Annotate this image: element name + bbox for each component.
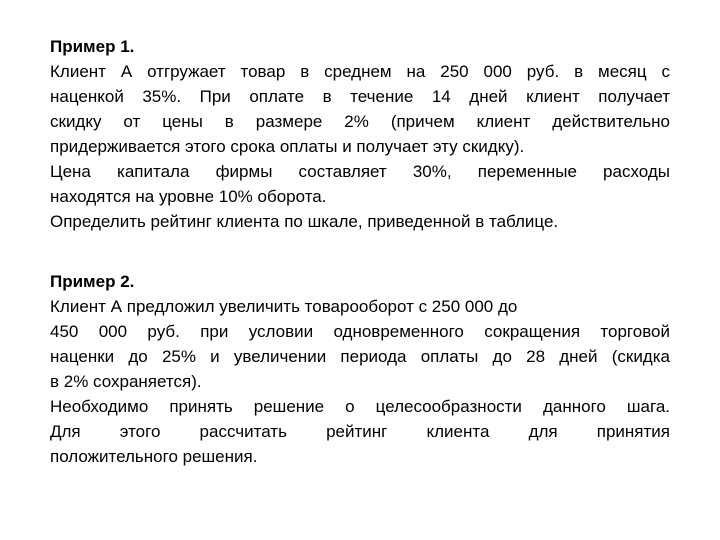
example-1-line: наценкой 35%. При оплате в течение 14 дней клиент получает [50,87,670,106]
example-2-line: наценки до 25% и увеличении периода оплаты до 28 дней (скидка [50,347,670,366]
example-2-line: Необходимо принять решение о целесообразности данного шага. [50,397,670,416]
example-1-line: находятся на уровне 10% оборота. [50,187,327,206]
example-1-line: Цена капитала фирмы составляет 30%, переменные расходы [50,162,670,181]
example-1-block [50,34,670,234]
example-2-line: положительного решения. [50,447,258,466]
example-1-line: Клиент А отгружает товар в среднем на 250 000 руб. в месяц с [50,62,670,81]
example-2-block [50,269,670,469]
example-1-heading: Пример 1. [50,37,135,56]
example-1-line: скидку от цены в размере 2% (причем клиент действительно [50,112,670,131]
example-2-heading: Пример 2. [50,272,135,291]
example-2-line: 450 000 руб. при условии одновременного сокращения торговой [50,322,670,341]
example-2-line: Клиент А предложил увеличить товарооборот с 250 000 до [50,297,518,316]
example-2-line: Для этого рассчитать рейтинг клиента для принятия [50,422,670,441]
example-1-line: Определить рейтинг клиента по шкале, приведенной в таблице. [50,212,559,231]
example-1-line: придерживается этого срока оплаты и получает эту скидку). [50,137,525,156]
example-2-line: в 2% сохраняется). [50,372,202,391]
